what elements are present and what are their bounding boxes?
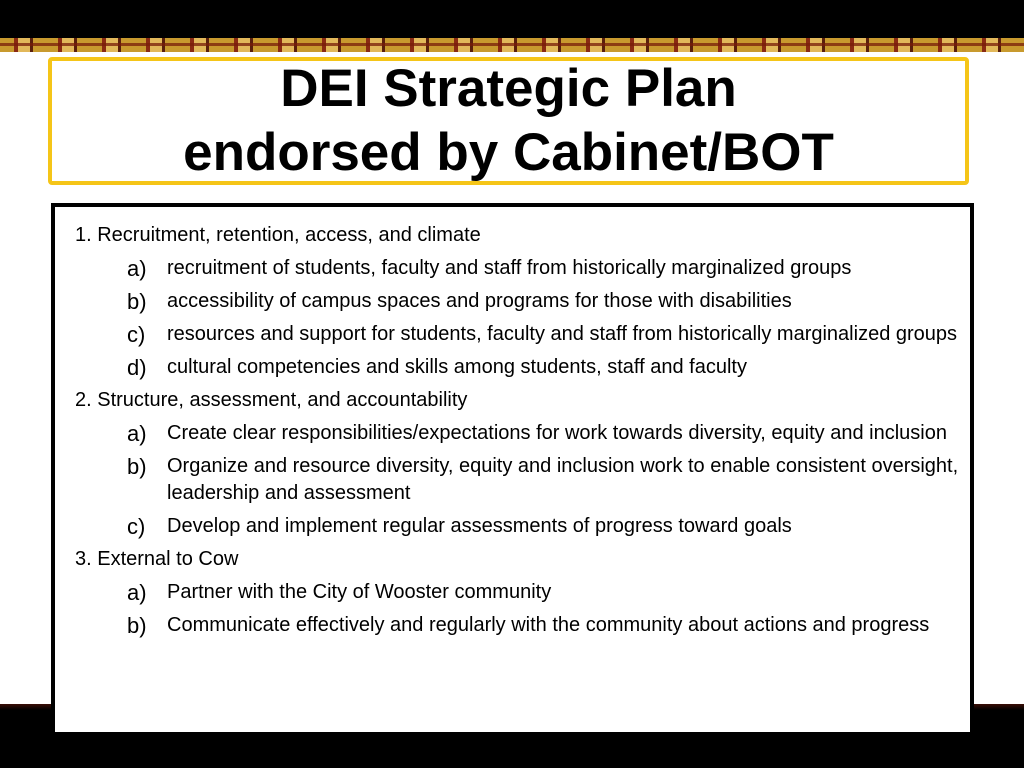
- list-item: [75, 417, 970, 450]
- list-item: [75, 576, 970, 609]
- list-item: [75, 450, 970, 510]
- list-item: [75, 351, 970, 384]
- section-structure: [75, 384, 970, 543]
- item-text: Partner with the City of Wooster community: [167, 581, 552, 603]
- item-text: recruitment of students, faculty and staff from historically marginalized groups: [167, 257, 852, 279]
- list-item: [75, 285, 970, 318]
- item-letter: a): [127, 580, 147, 605]
- list-item: [75, 318, 970, 351]
- item-letter: c): [127, 322, 146, 347]
- section-heading: 3. External to Cow: [75, 548, 239, 570]
- item-text: resources and support for students, faculty and staff from historically marginalized groups: [167, 323, 958, 345]
- list-item: [75, 252, 970, 285]
- item-text: Develop and implement regular assessments of progress toward goals: [167, 515, 792, 537]
- item-letter: c): [127, 514, 146, 539]
- item-letter: b): [127, 454, 147, 479]
- item-letter: d): [127, 355, 147, 380]
- item-text: Communicate effectively and regularly with the community about actions and progress: [167, 614, 930, 636]
- section-recruitment: [75, 219, 970, 384]
- item-text: Organize and resource diversity, equity and inclusion work to enable consistent oversight, leadership and assessment: [167, 455, 959, 504]
- slide-title: DEI Strategic Plan endorsed by Cabinet/BOT: [183, 59, 834, 182]
- item-text: Create clear responsibilities/expectations for work towards diversity, equity and inclusion: [167, 422, 947, 444]
- list-item: [75, 510, 970, 543]
- item-letter: a): [127, 256, 147, 281]
- content-box: [51, 203, 974, 736]
- title-box: [48, 57, 969, 185]
- section-heading: 1. Recruitment, retention, access, and climate: [75, 224, 481, 246]
- item-text: accessibility of campus spaces and programs for those with disabilities: [167, 290, 792, 312]
- section-external: [75, 543, 970, 642]
- tartan-decoration-strip: [0, 38, 1024, 52]
- section-heading: 2. Structure, assessment, and accountability: [75, 389, 468, 411]
- item-letter: b): [127, 613, 147, 638]
- item-letter: b): [127, 289, 147, 314]
- item-text: cultural competencies and skills among students, staff and faculty: [167, 356, 747, 378]
- list-item: [75, 609, 970, 642]
- item-letter: a): [127, 421, 147, 446]
